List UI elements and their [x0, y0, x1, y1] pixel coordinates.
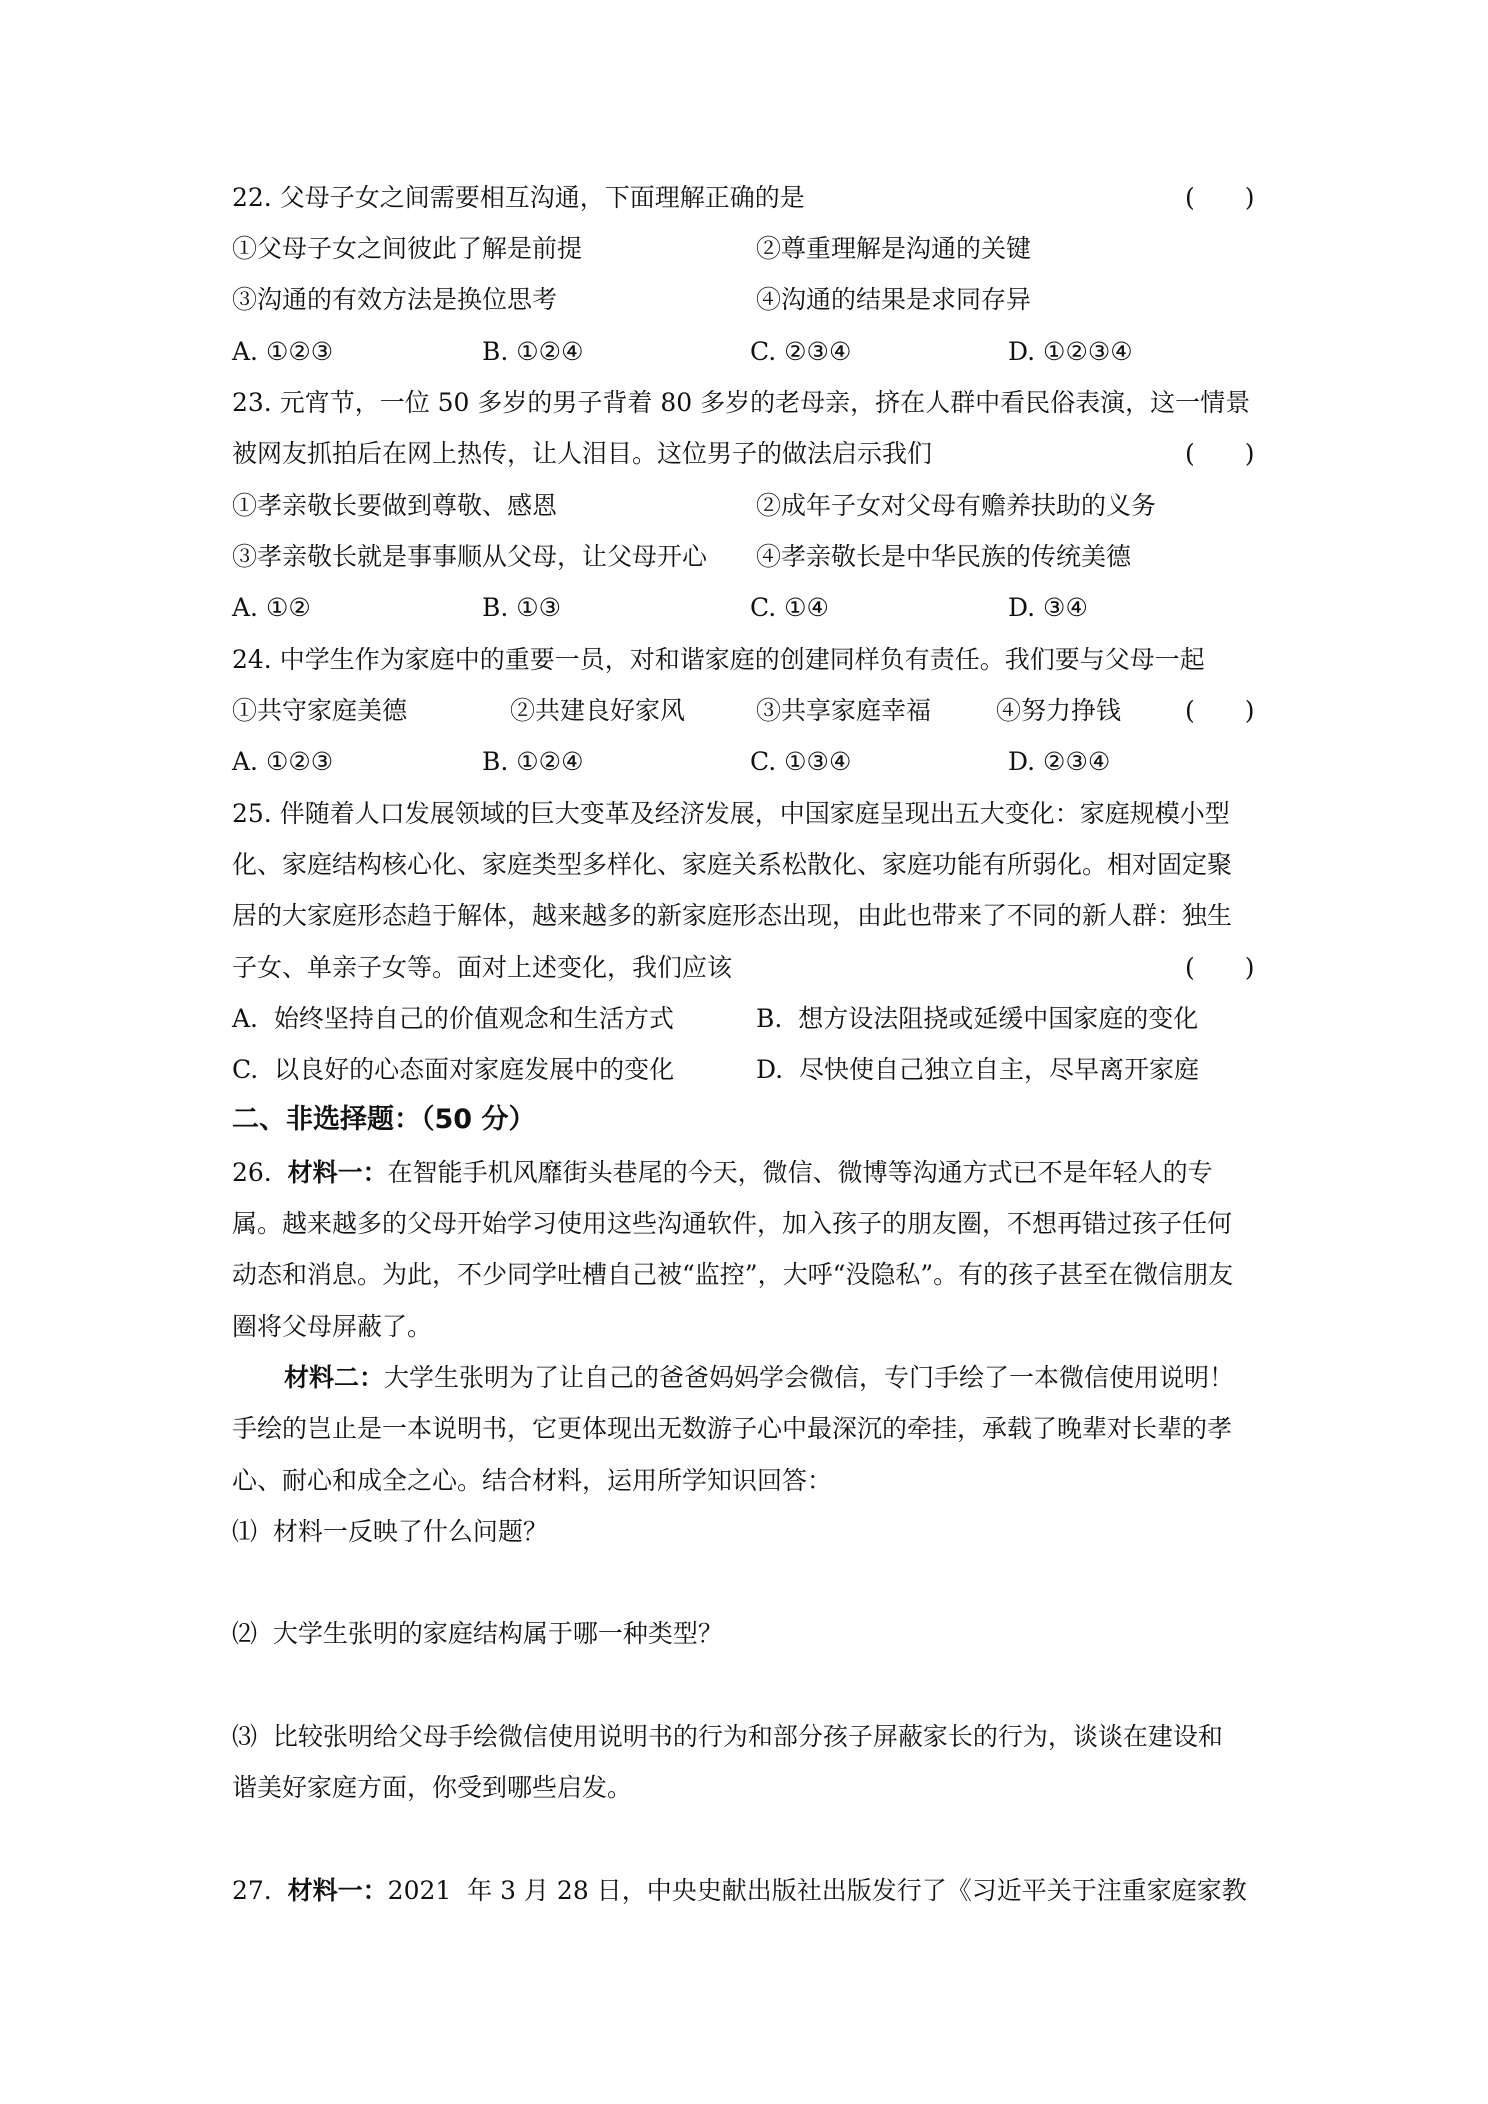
q23-statement-4: ④孝亲敬长是中华民族的传统美德 [756, 542, 1132, 571]
q24-stem: 24. 中学生作为家庭中的重要一员，对和谐家庭的创建同样负有责任。我们要与父母一起 [232, 645, 1205, 674]
q22-statement-4: ④沟通的结果是求同存异 [756, 285, 1032, 314]
q26-subquestion-3-line-1: ⑶ 比较张明给父母手绘微信使用说明书的行为和部分孩子屏蔽家长的行为，谈谈在建设和 [232, 1722, 1223, 1751]
q25-option-b: B. 想方设法阻挠或延缓中国家庭的变化 [756, 1004, 1199, 1033]
q25-answer-paren: ( ) [1185, 953, 1255, 982]
q24-answer-paren: ( ) [1185, 696, 1255, 725]
q26-material-2-line-2: 手绘的岂止是一本说明书，它更体现出无数游子心中最深沉的牵挂，承载了晚辈对长辈的孝 [232, 1414, 1233, 1443]
q24-statement-3: ③共享家庭幸福 [756, 696, 932, 725]
q22-answer-paren: ( ) [1185, 183, 1255, 212]
q26-number: 26. [232, 1158, 288, 1187]
q26-subquestion-3-line-2: 谐美好家庭方面，你受到哪些启发。 [232, 1773, 633, 1802]
q27-material-1-line-1 [232, 1874, 1247, 1908]
q26-material-2-line-1 [284, 1361, 1234, 1395]
q23-stem-line-2: 被网友抓拍后在网上热传，让人泪目。这位男子的做法启示我们 [232, 439, 933, 468]
q26-material-2-label: 材料二： [284, 1363, 385, 1392]
q24-statement-1: ①共守家庭美德 [232, 696, 408, 725]
q25-option-d: D. 尽快使自己独立自主，尽早离开家庭 [756, 1055, 1199, 1084]
q22-option-d: D. ①②③④ [1008, 337, 1133, 366]
q26-material-1-label: 材料一： [287, 1158, 388, 1187]
q24-statement-4: ④努力挣钱 [996, 696, 1122, 725]
q26-material-1-text: 在智能手机风靡街头巷尾的今天，微信、微博等沟通方式已不是年轻人的专 [387, 1158, 1213, 1187]
q26-material-1-line-4: 圈将父母屏蔽了。 [232, 1312, 433, 1341]
q22-option-b: B. ①②④ [482, 337, 584, 366]
q25-stem-line-2: 化、家庭结构核心化、家庭类型多样化、家庭关系松散化、家庭功能有所弱化。相对固定聚 [232, 850, 1233, 879]
q25-stem-line-3: 居的大家庭形态趋于解体，越来越多的新家庭形态出现，由此也带来了不同的新人群：独生 [232, 901, 1233, 930]
q22-statement-2: ②尊重理解是沟通的关键 [756, 234, 1032, 263]
q23-statement-1: ①孝亲敬长要做到尊敬、感恩 [232, 491, 558, 520]
q25-option-a: A. 始终坚持自己的价值观念和生活方式 [232, 1004, 674, 1033]
q25-stem-line-1: 25. 伴随着人口发展领域的巨大变革及经济发展，中国家庭呈现出五大变化：家庭规模小型 [232, 799, 1230, 828]
q24-option-d: D. ②③④ [1008, 747, 1111, 776]
q24-option-a: A. ①②③ [232, 747, 334, 776]
q26-material-1-line-3: 动态和消息。为此，不少同学吐槽自己被“监控”，大呼“没隐私”。有的孩子甚至在微信朋友 [232, 1260, 1234, 1289]
q23-statement-3: ③孝亲敬长就是事事顺从父母，让父母开心 [232, 542, 708, 571]
q25-stem-line-4: 子女、单亲子女等。面对上述变化，我们应该 [232, 953, 733, 982]
q23-answer-paren: ( ) [1185, 439, 1255, 468]
q23-statement-2: ②成年子女对父母有赡养扶助的义务 [756, 491, 1157, 520]
q24-statement-2: ②共建良好家风 [510, 696, 686, 725]
q27-material-1-label: 材料一： [287, 1876, 388, 1905]
q26-material-2-text: 大学生张明为了让自己的爸爸妈妈学会微信，专门手绘了一本微信使用说明！ [384, 1363, 1235, 1392]
q24-option-c: C. ①③④ [750, 747, 852, 776]
q24-option-b: B. ①②④ [482, 747, 584, 776]
q23-option-b: B. ①③ [482, 593, 562, 622]
q23-option-d: D. ③④ [1008, 593, 1088, 622]
q22-option-c: C. ②③④ [750, 337, 852, 366]
q26-subquestion-1: ⑴ 材料一反映了什么问题？ [232, 1517, 548, 1546]
q23-stem-line-1: 23. 元宵节，一位 50 多岁的男子背着 80 多岁的老母亲，挤在人群中看民俗表演，这一情景 [232, 388, 1251, 417]
q26-material-1-line-1 [232, 1156, 1213, 1190]
q22-option-a: A. ①②③ [232, 337, 334, 366]
q23-option-c: C. ①④ [750, 593, 829, 622]
q26-subquestion-2: ⑵ 大学生张明的家庭结构属于哪一种类型？ [232, 1619, 723, 1648]
q26-material-1-line-2: 属。越来越多的父母开始学习使用这些沟通软件，加入孩子的朋友圈，不想再错过孩子任何 [232, 1209, 1233, 1238]
q22-statement-3: ③沟通的有效方法是换位思考 [232, 285, 558, 314]
q22-statement-1: ①父母子女之间彼此了解是前提 [232, 234, 583, 263]
section-heading: 二、非选择题：（50 分） [232, 1104, 536, 1135]
q27-number: 27. [232, 1876, 288, 1905]
q23-option-a: A. ①② [232, 593, 311, 622]
q27-material-1-text: 2021 年 3 月 28 日，中央史献出版社出版发行了《习近平关于注重家庭家教 [387, 1876, 1247, 1905]
q22-stem: 22. 父母子女之间需要相互沟通，下面理解正确的是 [232, 183, 805, 212]
q25-option-c: C. 以良好的心态面对家庭发展中的变化 [232, 1055, 675, 1084]
q26-material-2-line-3: 心、耐心和成全之心。结合材料，运用所学知识回答： [232, 1466, 833, 1495]
